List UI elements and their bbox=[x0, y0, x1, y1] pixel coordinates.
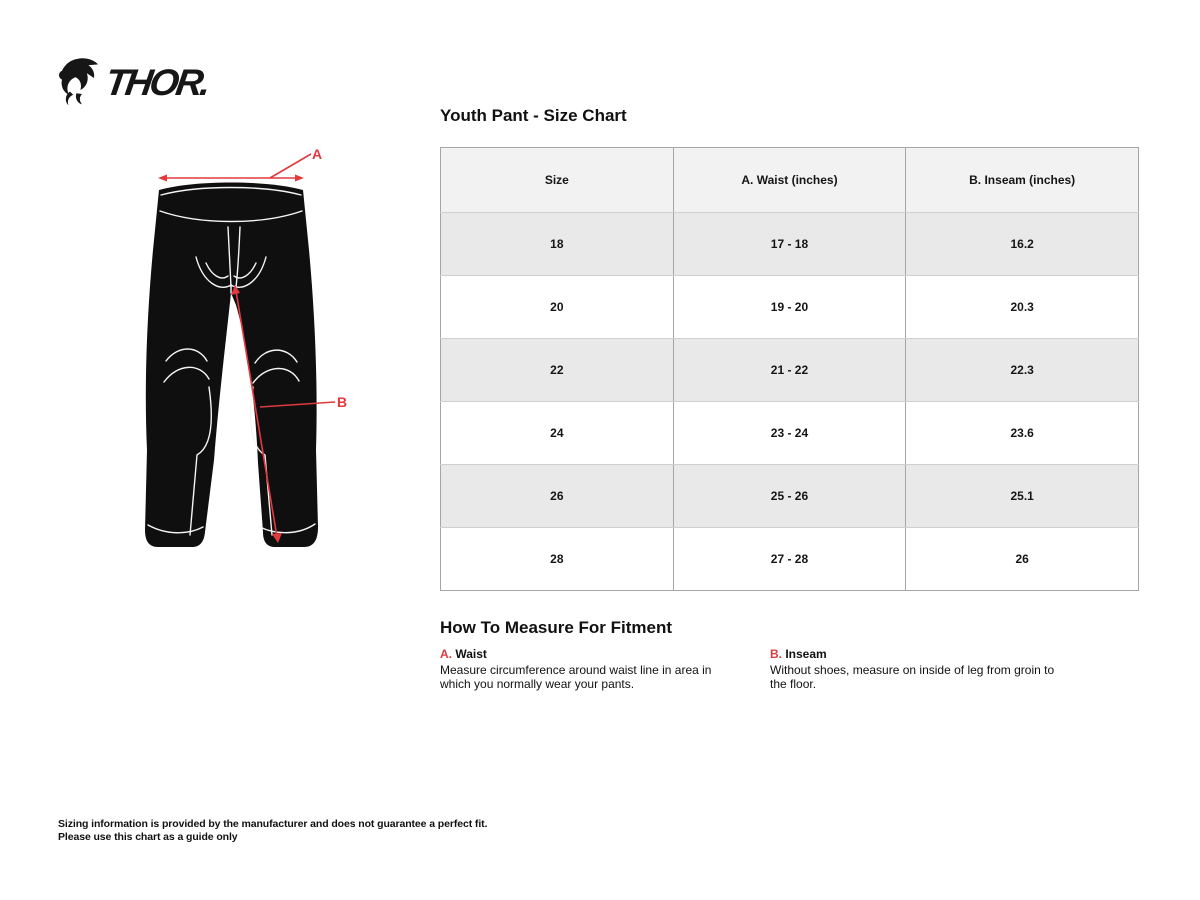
measure-item-waist bbox=[440, 647, 770, 691]
disclaimer-line-2: Please use this chart as a guide only bbox=[58, 830, 238, 843]
sizing-disclaimer bbox=[58, 818, 487, 843]
table-row bbox=[441, 465, 1139, 528]
waist-cell: 19 - 20 bbox=[673, 276, 906, 339]
size-cell: 28 bbox=[441, 528, 674, 591]
inseam-cell: 25.1 bbox=[906, 465, 1139, 528]
pant-measurement-diagram bbox=[140, 135, 370, 565]
size-cell: 26 bbox=[441, 465, 674, 528]
measure-key-a: A. bbox=[440, 647, 452, 661]
size-cell: 24 bbox=[441, 402, 674, 465]
inseam-cell: 20.3 bbox=[906, 276, 1139, 339]
column-header-size: Size bbox=[441, 148, 674, 213]
waist-label-a: A bbox=[312, 146, 323, 162]
inseam-cell: 23.6 bbox=[906, 402, 1139, 465]
table-header-row bbox=[441, 148, 1139, 213]
size-cell: 22 bbox=[441, 339, 674, 402]
waist-cell: 27 - 28 bbox=[673, 528, 906, 591]
waist-cell: 21 - 22 bbox=[673, 339, 906, 402]
measure-item-inseam bbox=[770, 647, 1100, 691]
table-row bbox=[441, 402, 1139, 465]
table-row bbox=[441, 339, 1139, 402]
size-cell: 20 bbox=[441, 276, 674, 339]
inseam-cell: 16.2 bbox=[906, 213, 1139, 276]
size-chart-table bbox=[440, 147, 1139, 591]
disclaimer-line-1: Sizing information is provided by the manufacturer and does not guarantee a perfect fit. bbox=[58, 818, 488, 830]
column-header-waist: A. Waist (inches) bbox=[673, 148, 906, 213]
ram-head-icon bbox=[54, 56, 102, 108]
measure-label-inseam: Inseam bbox=[785, 647, 827, 661]
how-to-measure-title: How To Measure For Fitment bbox=[440, 618, 673, 637]
pant-silhouette bbox=[145, 183, 318, 548]
size-chart-section bbox=[440, 106, 1139, 691]
pant-illustration bbox=[140, 135, 370, 565]
thor-logo bbox=[54, 56, 211, 108]
size-chart-title: Youth Pant - Size Chart bbox=[440, 106, 627, 125]
size-cell: 18 bbox=[441, 213, 674, 276]
table-row bbox=[441, 276, 1139, 339]
waist-cell: 17 - 18 bbox=[673, 213, 906, 276]
how-to-measure-section bbox=[440, 618, 1139, 691]
waist-cell: 25 - 26 bbox=[673, 465, 906, 528]
table-row bbox=[441, 528, 1139, 591]
measure-text-waist: Measure circumference around waist line in area in which you normally wear your pants. bbox=[440, 663, 712, 691]
inseam-cell: 22.3 bbox=[906, 339, 1139, 402]
inseam-cell: 26 bbox=[906, 528, 1139, 591]
waist-cell: 23 - 24 bbox=[673, 402, 906, 465]
measure-label-waist: Waist bbox=[455, 647, 487, 661]
measure-item-heading bbox=[440, 647, 770, 661]
column-header-inseam: B. Inseam (inches) bbox=[906, 148, 1139, 213]
inseam-label-b: B bbox=[337, 394, 348, 410]
thor-wordmark: THOR. bbox=[102, 61, 211, 103]
measure-item-heading bbox=[770, 647, 1100, 661]
measure-key-b: B. bbox=[770, 647, 782, 661]
measure-text-inseam: Without shoes, measure on inside of leg from groin to the floor. bbox=[770, 663, 1055, 691]
table-row bbox=[441, 213, 1139, 276]
